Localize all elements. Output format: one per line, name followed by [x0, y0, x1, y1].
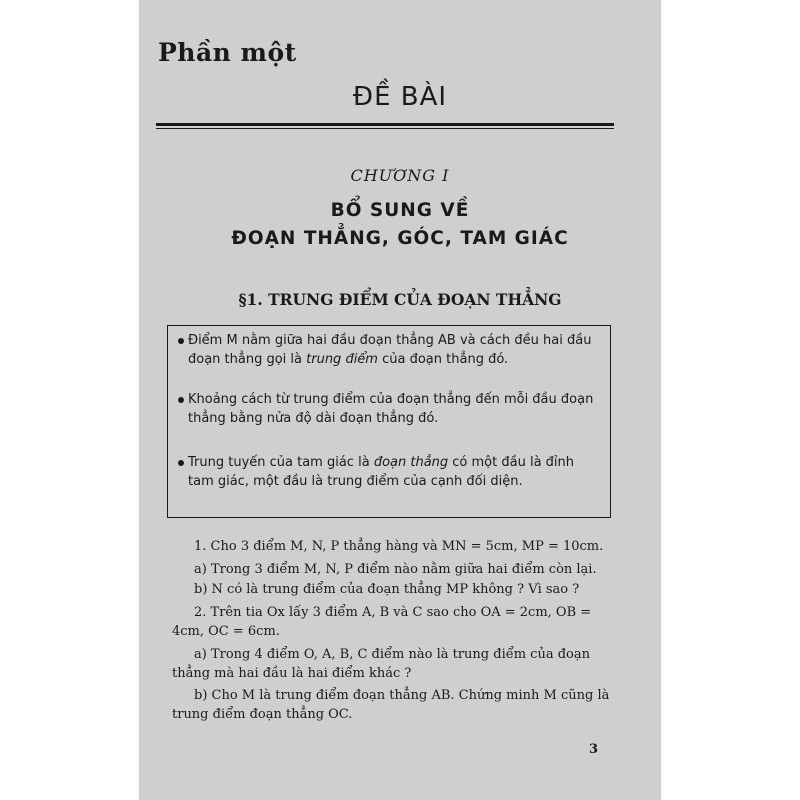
theory-bullet-2: [188, 390, 596, 428]
part-heading: Phần một: [158, 38, 297, 67]
theory-bullet-3: [188, 453, 596, 491]
section-title: §1. TRUNG ĐIỂM CỦA ĐOẠN THẲNG: [238, 290, 562, 309]
bullet-icon: [178, 338, 184, 344]
exercise-2a: a) Trong 4 điểm O, A, B, C điểm nào là trung điểm của đoạn thẳng mà hai đầu là hai điểm khác ?: [172, 647, 590, 681]
exercise-1: 1. Cho 3 điểm M, N, P thẳng hàng và MN = 5cm, MP = 10cm.: [194, 539, 604, 554]
bullet-3-text-b: có một đầu là đỉnh tam giác, một đầu là trung điểm của cạnh đối diện.: [188, 455, 575, 489]
bullet-icon: [178, 397, 184, 403]
exercise-2b: b) Cho M là trung điểm đoạn thẳng AB. Chứng minh M cũng là trung điểm đoạn thẳng OC.: [172, 688, 610, 722]
bullet-1-emphasis: trung điểm: [306, 352, 378, 367]
bullet-2-text: Khoảng cách từ trung điểm của đoạn thẳng đến mỗi đầu đoạn thẳng bằng nửa độ dài đoạn thẳng đó.: [188, 392, 594, 426]
bullet-icon: [178, 460, 184, 466]
bullet-1-text-a: Điểm M nằm giữa hai đầu đoạn thẳng AB và cách đều hai đầu đoạn thẳng gọi là: [188, 333, 592, 367]
page-title: ĐỀ BÀI: [352, 82, 448, 112]
chapter-label: CHƯƠNG I: [350, 166, 450, 185]
title-rule-thin: [156, 128, 614, 129]
bullet-3-text-a: Trung tuyến của tam giác là: [188, 455, 374, 470]
bullet-3-emphasis: đoạn thẳng: [373, 455, 449, 470]
theory-bullet-1: [188, 331, 596, 369]
page-number: 3: [589, 742, 599, 757]
chapter-title-line2: ĐOẠN THẲNG, GÓC, TAM GIÁC: [231, 228, 569, 249]
title-rule-thick: [156, 123, 614, 126]
exercise-1a: a) Trong 3 điểm M, N, P điểm nào nằm giữa hai điểm còn lại.: [194, 562, 597, 577]
chapter-title-line1: BỔ SUNG VỀ: [330, 200, 470, 221]
bullet-1-text-b: của đoạn thẳng đó.: [377, 352, 509, 367]
exercise-2: 2. Trên tia Ox lấy 3 điểm A, B và C sao cho OA = 2cm, OB = 4cm, OC = 6cm.: [172, 605, 592, 639]
exercise-1b: b) N có là trung điểm của đoạn thẳng MP không ? Vì sao ?: [194, 582, 580, 597]
